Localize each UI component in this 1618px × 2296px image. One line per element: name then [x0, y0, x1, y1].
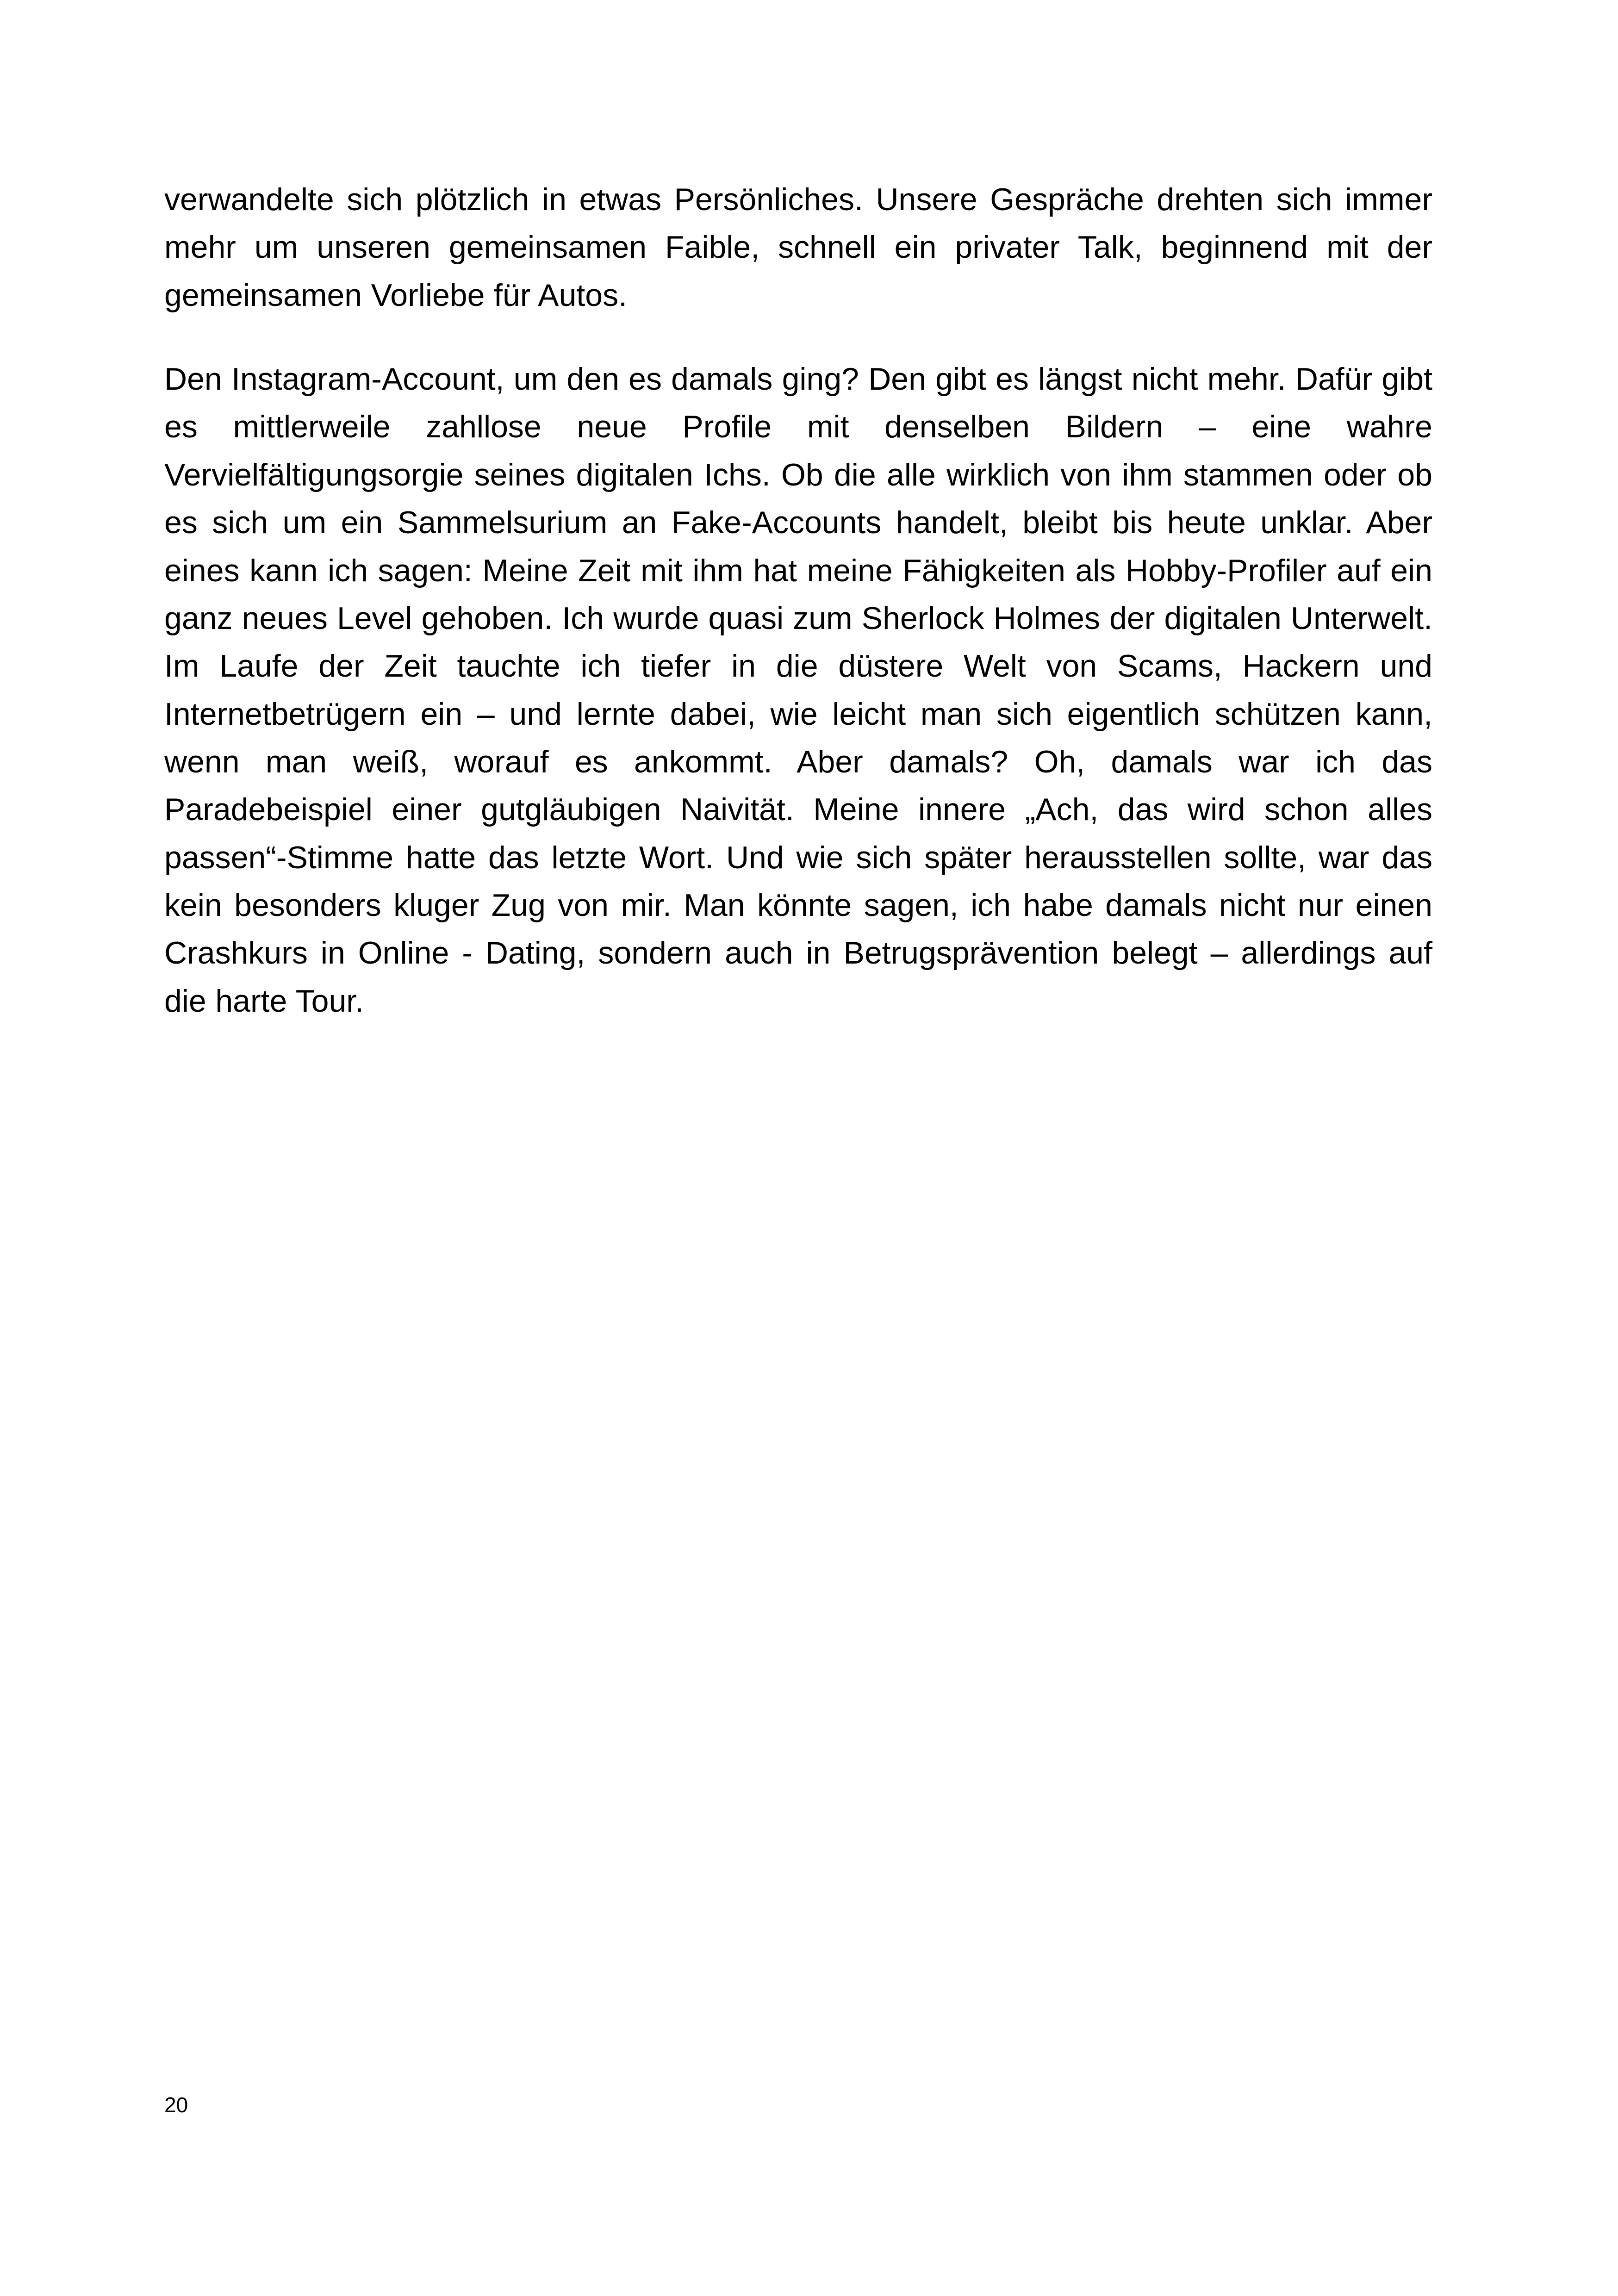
- page-body-text: [164, 176, 1432, 1025]
- page-number: 20: [164, 2093, 188, 2117]
- paragraph-instagram-account: Den Instagram-Account, um den es damals ging? Den gibt es längst nicht mehr. Dafür gibt es mittlerweile zahllose neue Profile mit denselben Bildern – eine wahre Vervielfältigungsorgie seines digitalen Ichs. Ob die alle wirklich von ihm stammen oder ob es sich um ein Sammelsurium an Fake-Accounts handelt, bleibt bis heute unklar. Aber eines kann ich sagen: Meine Zeit mit ihm hat meine Fähigkeiten als Hobby-Profiler auf ein ganz neues Level gehoben. Ich wurde quasi zum Sherlock Holmes der digitalen Unterwelt. Im Laufe der Zeit tauchte ich tiefer in die düstere Welt von Scams, Hackern und Internetbetrügern ein – und lernte dabei, wie leicht man sich eigentlich schützen kann, wenn man weiß, worauf es ankommt. Aber damals? Oh, damals war ich das Paradebeispiel einer gutgläubigen Naivität. Meine innere „Ach, das wird schon alles passen“-Stimme hatte das letzte Wort. Und wie sich später herausstellen sollte, war das kein besonders kluger Zug von mir. Man könnte sagen, ich habe damals nicht nur einen Crashkurs in Online - Dating, sondern auch in Betrugsprävention belegt – allerdings auf die harte Tour.: [164, 361, 1432, 1019]
- paragraph-continuation: verwandelte sich plötzlich in etwas Persönliches. Unsere Gespräche drehten sich immer mehr um unseren gemeinsamen Faible, schnell ein privater Talk, beginnend mit der gemeinsamen Vorliebe für Autos.: [164, 182, 1432, 313]
